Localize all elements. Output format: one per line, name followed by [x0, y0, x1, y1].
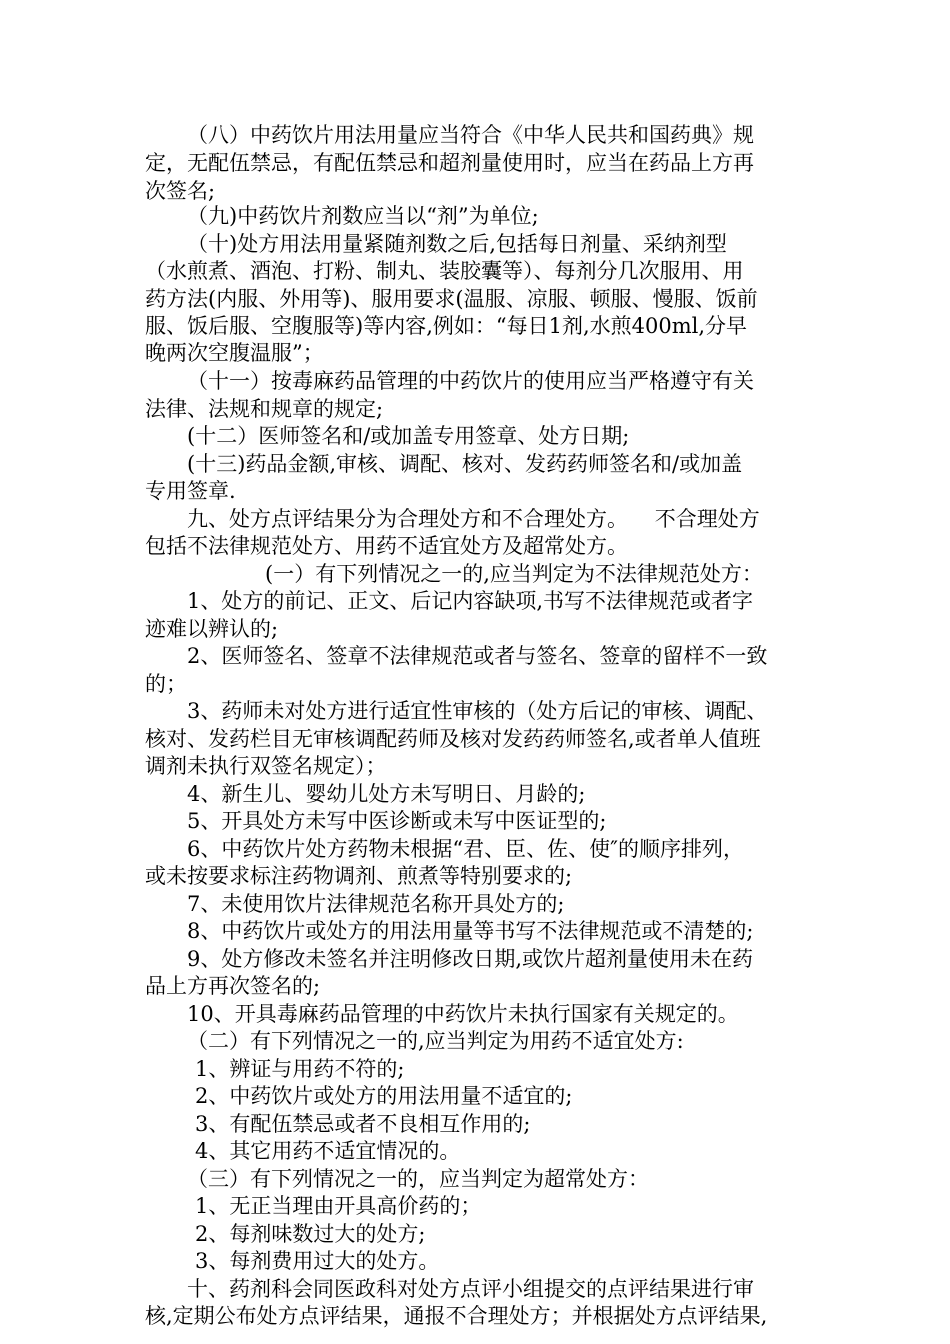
text-line: 3、药师未对处方进行适宜性审核的（处方后记的审核、调配、 — [187, 699, 768, 723]
text-line: 2、中药饮片或处方的用法用量不适宜的; — [195, 1084, 573, 1108]
text-line: 法律、法规和规章的规定; — [145, 397, 384, 421]
text-line: (十三)药品金额,审核、调配、核对、发药药师签名和/或加盖 — [187, 452, 743, 476]
text-line: (十二）医师签名和/或加盖专用签章、处方日期; — [187, 424, 630, 448]
text-line: 包括不法律规范处方、用药不适宜处方及超常处方。 — [145, 534, 628, 558]
text-line: 3、每剂费用过大的处方。 — [195, 1249, 440, 1273]
text-line: 2、医师签名、签章不法律规范或者与签名、签章的留样不一致 — [187, 644, 768, 668]
text-line: (一）有下列情况之一的,应当判定为不法律规范处方： — [265, 562, 763, 586]
text-line: 药方法(内服、外用等)、服用要求(温服、凉服、顿服、慢服、饭前 — [145, 287, 758, 311]
text-line: 1、辨证与用药不符的; — [195, 1057, 405, 1081]
text-line: （十)处方用法用量紧随剂数之后,包括每日剂量、采纳剂型 — [187, 232, 727, 256]
text-line: （水煎煮、酒泡、打粉、制丸、装胶囊等）、每剂分几次服用、用 — [145, 259, 744, 283]
text-line: 核对、发药栏目无审核调配药师及核对发药药师签名,或者单人值班 — [145, 727, 761, 751]
text-line: 2、每剂味数过大的处方; — [195, 1222, 426, 1246]
text-line: 十、药剂科会同医政科对处方点评小组提交的点评结果进行审 — [187, 1277, 754, 1301]
text-line: 4、新生儿、婴幼儿处方未写明日、月龄的; — [187, 782, 586, 806]
text-line: 九、处方点评结果分为合理处方和不合理处方。 不合理处方 — [187, 507, 760, 531]
text-line: 6、中药饮片处方药物未根据“君、臣、佐、使″的顺序排列， — [187, 837, 744, 861]
text-line: 7、未使用饮片法律规范名称开具处方的; — [187, 892, 565, 916]
text-line: 8、中药饮片或处方的用法用量等书写不法律规范或不清楚的; — [187, 919, 754, 943]
text-line: （二）有下列情况之一的,应当判定为用药不适宜处方: — [187, 1029, 684, 1053]
text-line: 1、处方的前记、正文、后记内容缺项,书写不法律规范或者字 — [187, 589, 754, 613]
text-line: 1、无正当理由开具高价药的； — [195, 1194, 482, 1218]
text-line: 迹难以辨认的; — [145, 617, 279, 641]
text-line: （三）有下列情况之一的，应当判定为超常处方： — [187, 1167, 649, 1191]
text-line: （八）中药饮片用法用量应当符合《中华人民共和国药典》规 — [187, 123, 754, 147]
text-line: 10、开具毒麻药品管理的中药饮片未执行国家有关规定的。 — [187, 1002, 739, 1026]
text-line: 5、开具处方未写中医诊断或未写中医证型的; — [187, 809, 607, 833]
text-line: 调剂未执行双签名规定）； — [145, 754, 387, 778]
text-line: 次签名; — [145, 179, 216, 203]
text-line: 晚两次空腹温服”； — [145, 341, 324, 365]
text-line: 4、其它用药不适宜情况的。 — [195, 1139, 461, 1163]
text-line: （十一）按毒麻药品管理的中药饮片的使用应当严格遵守有关 — [187, 369, 754, 393]
text-line: 的； — [145, 672, 187, 696]
text-line: 核,定期公布处方点评结果，通报不合理处方；并根据处方点评结果, — [145, 1304, 768, 1328]
text-line: 9、处方修改未签名并注明修改日期,或饮片超剂量使用未在药 — [187, 947, 754, 971]
text-line: 品上方再次签名的; — [145, 974, 321, 998]
text-line: 专用签章. — [145, 479, 236, 503]
text-line: 服、饭后服、空腹服等)等内容,例如：“每日1剂,水煎400ml,分早 — [145, 314, 748, 338]
text-line: 3、有配伍禁忌或者不良相互作用的; — [195, 1112, 531, 1136]
text-line: 定，无配伍禁忌，有配伍禁忌和超剂量使用时，应当在药品上方再 — [145, 151, 754, 175]
text-line: 或未按要求标注药物调剂、煎煮等特别要求的; — [145, 864, 573, 888]
text-line: （九)中药饮片剂数应当以“剂”为单位; — [187, 204, 539, 228]
